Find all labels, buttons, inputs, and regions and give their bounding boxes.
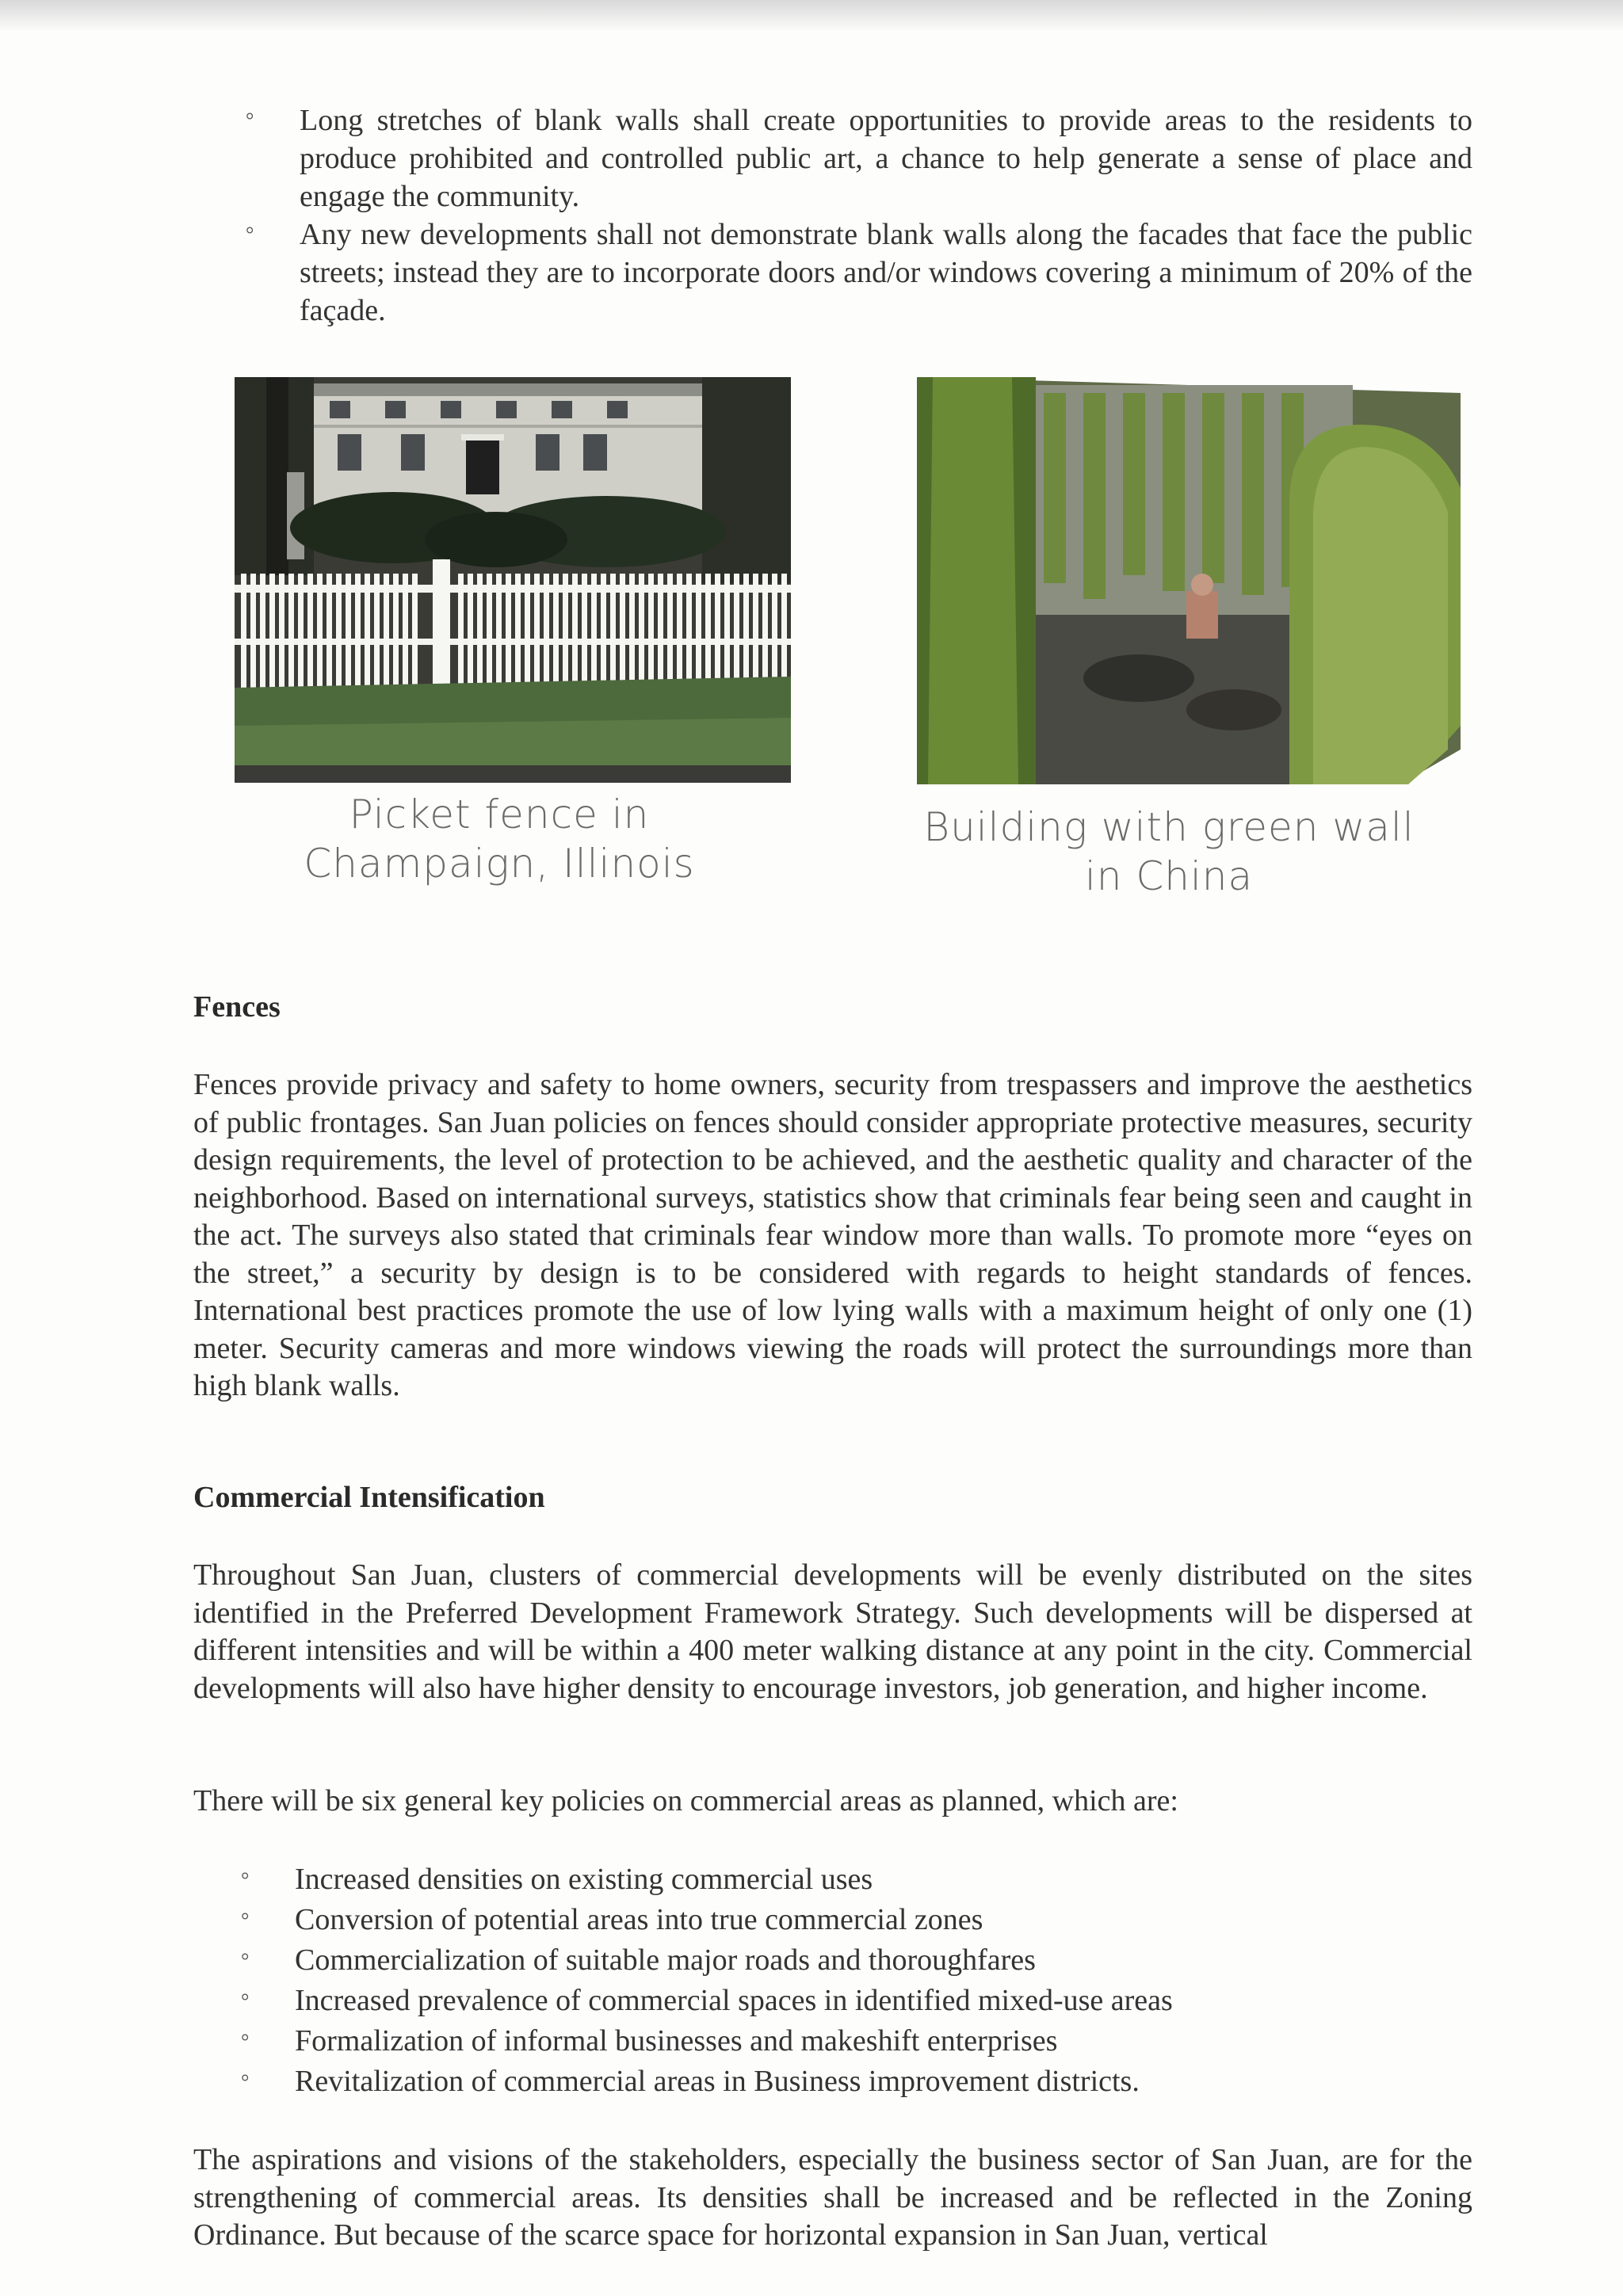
list-item-text: Any new developments shall not demonstrate blank walls along the facades that face the public streets; instead they are to incorporate doors and/or windows covering a minimum of 20% of the façade. [300,218,1472,327]
list-item [241,1981,1430,2021]
list-item-text: Increased densities on existing commercial uses [295,1863,873,1896]
paragraph-aspirations: The aspirations and visions of the stakeholders, especially the business sector of San Juan, are for the strengthening of commercial areas. Its densities shall be increased and be reflected in the Zoning Ordinance. But because of the scarce space for horizontal expansion in San Juan, vertical [193,2143,1472,2252]
caption-line: in China [1084,853,1254,899]
bullet-marker: ° [246,109,254,132]
list-item [241,2061,1430,2102]
list-item [246,101,1472,215]
picket-fence-photo [235,377,791,783]
list-item-text: Long stretches of blank walls shall create opportunities to provide areas to the residents to produce prohibited and controlled public art, a chance to help generate a sense of place and engage the community. [300,104,1472,213]
list-item-text: Revitalization of commercial areas in Business improvement districts. [295,2065,1140,2098]
bullet-marker: ° [241,2030,250,2053]
policy-list [241,1859,1430,2102]
scan-edge-shadow [0,0,1623,32]
bullet-marker: ° [241,1989,250,2012]
paragraph-policies-intro: There will be six general key policies on commercial areas as planned, which are: [193,1784,1178,1817]
list-item-text: Commercialization of suitable major roads and thoroughfares [295,1943,1036,1977]
caption-line: Building with green wall [923,804,1415,850]
green-wall-building-photo [917,377,1461,784]
top-bullet-list [246,101,1472,330]
caption-line: Champaign, Illinois [304,841,695,887]
list-item-text: Conversion of potential areas into true commercial zones [295,1903,983,1936]
list-item-text: Increased prevalence of commercial spaces in identified mixed-use areas [295,1984,1173,2017]
bullet-marker: ° [241,1868,250,1891]
list-item [241,2021,1430,2061]
section-heading-commercial: Commercial Intensification [193,1481,545,1514]
paragraph-commercial: Throughout San Juan, clusters of commercial developments will be evenly distributed on the sites identified in the Preferred Development Framework Strategy. Such developments will be dispersed at different intensities and will be within a 400 meter walking distance at any point in the city. Commercial developments will also have higher density to encourage investors, job generation, and higher income. [193,1558,1472,1705]
bullet-marker: ° [246,223,254,246]
bullet-marker: ° [241,2070,250,2093]
figure-caption [238,790,761,888]
list-item [241,1859,1430,1900]
list-item [241,1940,1430,1981]
list-item [241,1900,1430,1940]
bullet-marker: ° [241,1909,250,1932]
caption-line: Picket fence in [349,791,650,837]
section-heading-fences: Fences [193,990,281,1024]
list-item [246,215,1472,330]
list-item-text: Formalization of informal businesses and makeshift enterprises [295,2024,1058,2058]
paragraph-fences: Fences provide privacy and safety to home owners, security from trespassers and improve the aesthetics of public frontages. San Juan policies on fences should consider appropriate protective measures, security design requirements, the level of protection to be achieved, and the aesthetic quality and character of the neighborhood. Based on international surveys, statistics show that criminals fear being seen and caught in the act. The surveys also stated that criminals fear window more than walls. To promote more “eyes on the street,” a security by design is to be considered with regards to height standards of fences. International best practices promote the use of low lying walls with a maximum height of only one (1) meter. Security cameras and more windows viewing the roads will protect the surroundings more than high blank walls. [193,1068,1472,1402]
bullet-marker: ° [241,1949,250,1972]
figure-caption [919,803,1419,901]
